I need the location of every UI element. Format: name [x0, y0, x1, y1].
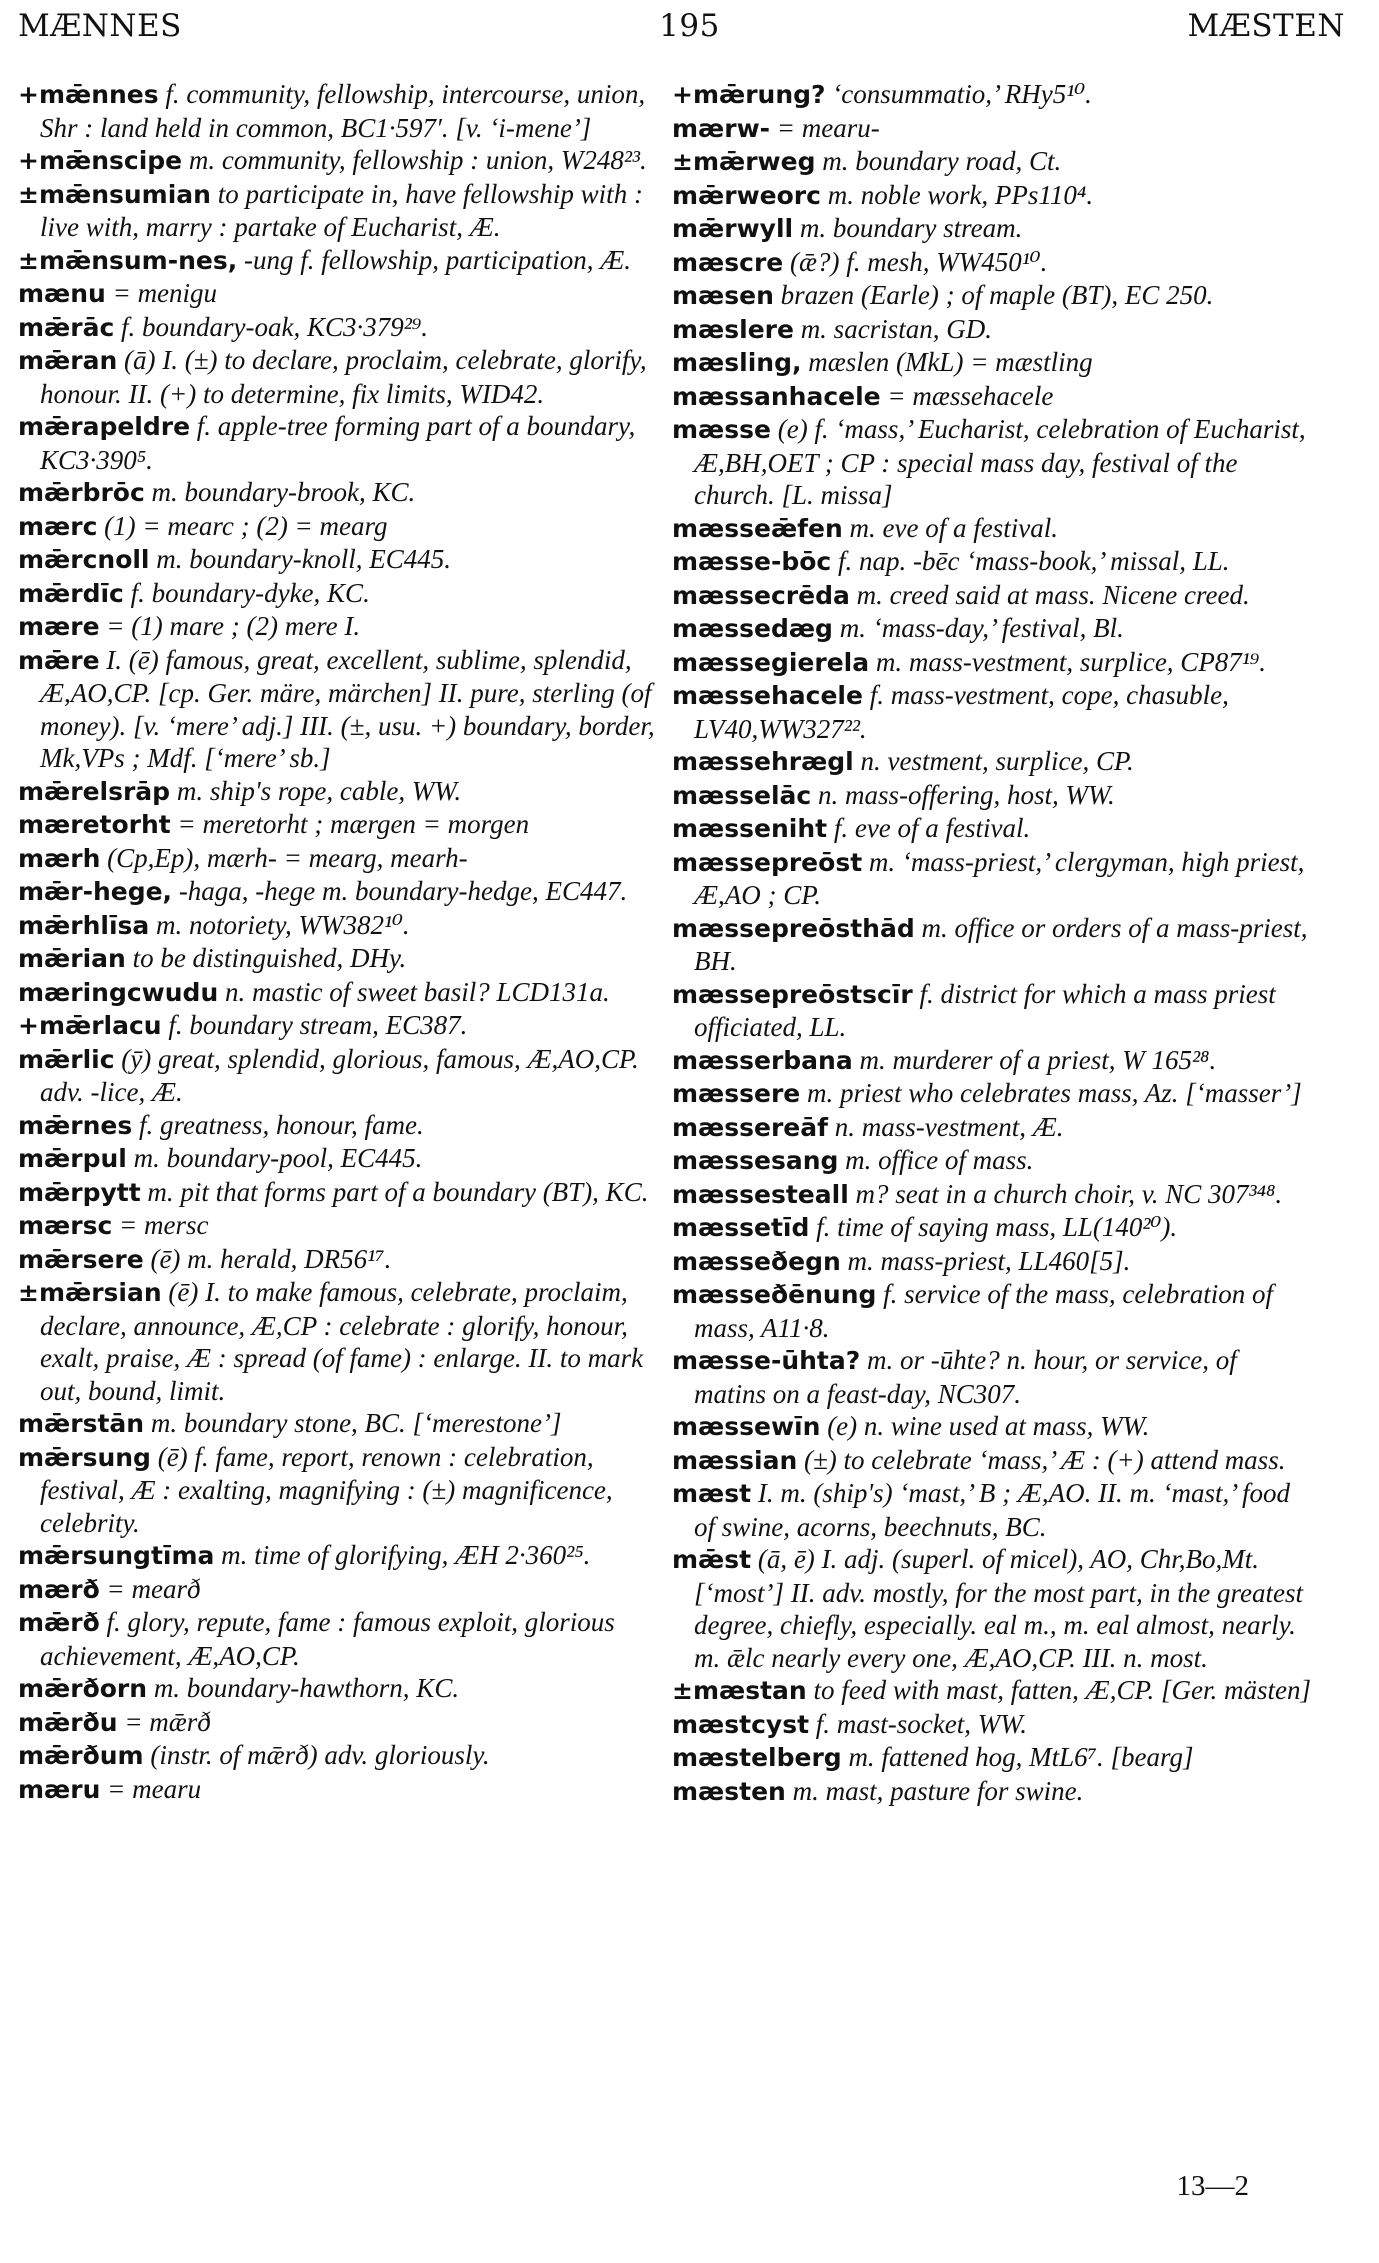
- dictionary-entry: [18, 875, 658, 909]
- headword: mæstelberg: [672, 1743, 842, 1772]
- headword: +mǣnscipe: [18, 146, 183, 175]
- headword: mǣrweorc: [672, 180, 821, 210]
- dictionary-entry: [18, 1773, 658, 1807]
- headword: mæsserbana: [672, 1045, 853, 1075]
- headword: mæssehrægl: [672, 747, 854, 776]
- definition: f. apple-tree forming part of a boundary, KC3·390⁵.: [40, 411, 636, 475]
- headword: mæssedæg: [672, 614, 833, 643]
- dictionary-entry: [672, 1111, 1312, 1145]
- definition: = meretorht ; mærgen = morgen: [170, 809, 530, 839]
- headword: mǣrwyll: [672, 214, 794, 243]
- definition: m? seat in a church choir, v. NC 307³⁴⁸.: [848, 1178, 1283, 1209]
- dictionary-entry: [672, 1410, 1312, 1444]
- headword: mæssanhacele: [672, 381, 881, 411]
- dictionary-entry: [672, 78, 1312, 112]
- definition: (ē) m. herald, DR56¹⁷.: [143, 1243, 392, 1274]
- headword: mæsse-ūhta?: [672, 1346, 861, 1375]
- headword: mǣrhlīsa: [18, 910, 150, 940]
- dictionary-entry: [672, 812, 1312, 846]
- definition: -ung f. fellowship, participation, Æ.: [237, 244, 631, 275]
- definition: m. boundary-brook, KC.: [144, 477, 416, 507]
- definition: (±) to celebrate ‘mass,’ Æ : (+) attend mass.: [797, 1444, 1286, 1475]
- definition: n. mastic of sweet basil? LCD131a.: [218, 976, 610, 1007]
- definition: m. creed said at mass. Nicene creed.: [849, 579, 1250, 610]
- headword: mæssetīd: [672, 1213, 810, 1242]
- definition: m. boundary-hawthorn, KC.: [147, 1673, 460, 1703]
- headword: mǣrāc: [18, 312, 115, 342]
- dictionary-entry: [18, 644, 658, 775]
- dictionary-entry: [18, 410, 658, 476]
- definition: -haga, -hege m. boundary-hedge, EC447.: [172, 876, 628, 906]
- headword: mæsseðēnung: [672, 1280, 877, 1309]
- dictionary-entry: [672, 545, 1312, 579]
- definition: m. mass-vestment, surplice, CP87¹⁹.: [869, 646, 1267, 677]
- dictionary-entry: [672, 779, 1312, 813]
- definition: m. murderer of a priest, W 165²⁸.: [852, 1044, 1217, 1075]
- definition: = mearð: [99, 1573, 201, 1604]
- running-head-right: MÆSTEN: [1187, 8, 1345, 44]
- headword: mæscre: [672, 247, 784, 277]
- headword: mæssepreōstscīr: [672, 979, 913, 1009]
- dictionary-entry: [18, 842, 658, 876]
- running-head-left: MÆNNES: [18, 8, 182, 44]
- headword: mæslere: [672, 314, 794, 344]
- dictionary-entry: [672, 413, 1312, 512]
- headword: mǣrsere: [18, 1244, 144, 1274]
- dictionary-entry: [18, 1739, 658, 1773]
- definition: m. office of mass.: [838, 1145, 1034, 1175]
- headword: mæssepreōsthād: [672, 913, 915, 943]
- headword: +mǣrlacu: [18, 1011, 162, 1040]
- definition: brazen (Earle) ; of maple (BT), EC 250.: [773, 280, 1214, 310]
- headword: mǣrsungtīma: [18, 1541, 215, 1570]
- definition: n. mass-vestment, Æ.: [828, 1111, 1064, 1142]
- dictionary-entry: [672, 1278, 1312, 1344]
- headword: mǣr-hege,: [18, 877, 173, 906]
- definition: = mearu: [100, 1773, 202, 1804]
- definition: f. boundary-oak, KC3·379²⁹.: [114, 311, 428, 342]
- dictionary-entry: [672, 346, 1312, 380]
- dictionary-entry: [672, 1245, 1312, 1279]
- definition: m. or -ūhte? n. hour, or service, of matins on a feast-day, NC307.: [694, 1345, 1237, 1409]
- definition: m. priest who celebrates mass, Az. [‘masser’]: [800, 1078, 1302, 1108]
- definition: m. boundary-knoll, EC445.: [149, 544, 451, 574]
- headword: ±mǣnsum-nes,: [18, 245, 238, 275]
- dictionary-entry: [672, 112, 1312, 146]
- dictionary-entry: [672, 1543, 1312, 1674]
- definition: (e) f. ‘mass,’ Eucharist, celebration of Eucharist, Æ,BH,OET ; CP : special mass day, festival of the church. [L. missa]: [694, 414, 1306, 510]
- definition: to be distinguished, DHy.: [125, 943, 407, 973]
- dictionary-entry: [18, 476, 658, 510]
- headword: mǣrdīc: [18, 578, 124, 608]
- dictionary-entry: [672, 279, 1312, 313]
- definition: I. m. (ship's) ‘mast,’ B ; Æ,AO. II. m. ‘mast,’ food of swine, acorns, beechnuts, BC.: [694, 1478, 1291, 1542]
- definition: (ē) f. fame, report, renown : celebration, festival, Æ : exalting, magnifying : (±) magnificence, celebrity.: [40, 1441, 613, 1538]
- dictionary-entry: [672, 313, 1312, 347]
- signature-mark: 13—2: [1176, 2170, 1249, 2202]
- right-column: [672, 78, 1312, 1808]
- headword: mæssere: [672, 1079, 801, 1108]
- definition: (1) = mearc ; (2) = mearg: [97, 510, 388, 541]
- definition: f. boundary-dyke, KC.: [123, 577, 370, 608]
- definition: I. (ē) famous, great, excellent, sublime, splendid, Æ,AO,CP. [cp. Ger. märe, märchen] II. pure, sterling (of money). [v. ‘mere’ adj.] III. (±, usu. +) boundary, border, Mk,VPs ; Mdf. [‘mere’ sb.]: [40, 644, 655, 773]
- page-number: 195: [659, 8, 720, 44]
- dictionary-entry: [672, 1674, 1312, 1708]
- definition: (ǣ?) f. mesh, WW450¹⁰.: [783, 246, 1048, 277]
- definition: (e) n. wine used at mass, WW.: [820, 1411, 1150, 1441]
- definition: m. eve of a festival.: [842, 512, 1058, 543]
- headword: mæsseðegn: [672, 1246, 841, 1276]
- headword: mǣran: [18, 346, 118, 375]
- definition: (instr. of mǣrð) adv. gloriously.: [143, 1740, 490, 1770]
- headword: mæssereāf: [672, 1112, 828, 1142]
- dictionary-entry: [18, 244, 658, 278]
- definition: = mearu-: [770, 112, 880, 143]
- dictionary-entry: [672, 512, 1312, 546]
- dictionary-entry: [672, 1477, 1312, 1543]
- left-column: [18, 78, 658, 1806]
- dictionary-entry: [18, 510, 658, 544]
- headword: mǣrsung: [18, 1442, 151, 1472]
- definition: m. noble work, PPs110⁴.: [820, 179, 1094, 210]
- headword: +mǣrung?: [672, 80, 826, 109]
- dictionary-entry: [672, 646, 1312, 680]
- headword: mǣrð: [18, 1608, 100, 1637]
- definition: m. notoriety, WW382¹⁰.: [149, 909, 410, 940]
- definition: f. glory, repute, fame : famous exploit, glorious achievement, Æ,AO,CP.: [40, 1607, 615, 1671]
- dictionary-entry: [672, 1741, 1312, 1775]
- definition: f. community, fellowship, intercourse, union, Shr : land held in common, BC1·597′. [v. ‘i-mene’]: [40, 79, 646, 143]
- dictionary-entry: [18, 1176, 658, 1210]
- headword: +mǣnnes: [18, 80, 159, 109]
- headword: ±mǣrsian: [18, 1278, 162, 1307]
- dictionary-entry: [672, 978, 1312, 1044]
- headword: ±mæstan: [672, 1676, 807, 1705]
- dictionary-entry: [672, 212, 1312, 246]
- dictionary-entry: [672, 1044, 1312, 1078]
- dictionary-entry: [18, 1672, 658, 1706]
- headword: mǣrcnoll: [18, 545, 150, 574]
- dictionary-entry: [18, 543, 658, 577]
- definition: m. fattened hog, MtL6⁷. [bearg]: [841, 1742, 1194, 1772]
- definition: (Cp,Ep), mærh- = mearg, mearh-: [100, 842, 468, 873]
- headword: mæssian: [672, 1445, 798, 1475]
- headword: mære: [18, 612, 100, 641]
- headword: mænu: [18, 279, 106, 308]
- headword: mæsen: [672, 281, 774, 310]
- dictionary-entry: [672, 1444, 1312, 1478]
- headword: mǣrðu: [18, 1707, 118, 1737]
- headword: mærsc: [18, 1211, 113, 1240]
- headword: mæssewīn: [672, 1412, 821, 1441]
- definition: = (1) mare ; (2) mere I.: [99, 611, 361, 641]
- headword: mǣrstān: [18, 1409, 145, 1438]
- dictionary-entry: [18, 1407, 658, 1441]
- dictionary-entry: [672, 145, 1312, 179]
- headword: mæsse-bōc: [672, 547, 832, 576]
- headword: mærh: [18, 843, 101, 873]
- headword: mæssecrēda: [672, 580, 850, 610]
- definition: f. time of saying mass, LL(140²⁰).: [809, 1212, 1178, 1242]
- headword: mǣre: [18, 645, 100, 675]
- dictionary-entry: [18, 1209, 658, 1243]
- dictionary-entry: [672, 246, 1312, 280]
- headword: mǣrnes: [18, 1110, 133, 1140]
- dictionary-entry: [672, 912, 1312, 978]
- headword: mæsling,: [672, 348, 802, 377]
- definition: m. boundary stone, BC. [‘merestone’]: [144, 1408, 562, 1438]
- dictionary-entry: [18, 1606, 658, 1672]
- dictionary-entry: [672, 679, 1312, 745]
- definition: m. sacristan, GD.: [793, 313, 992, 344]
- dictionary-entry: [18, 808, 658, 842]
- headword: mǣrelsrāp: [18, 776, 171, 806]
- definition: f. mast-socket, WW.: [809, 1708, 1027, 1739]
- headword: mæsselāc: [672, 780, 812, 810]
- headword: mǣrbrōc: [18, 478, 145, 507]
- definition: m. boundary stream.: [793, 213, 1023, 243]
- dictionary-entry: [18, 577, 658, 611]
- headword: mǣrlic: [18, 1044, 115, 1074]
- dictionary-entry: [18, 344, 658, 410]
- headword: mæsse: [672, 415, 771, 444]
- headword: mæretorht: [18, 810, 171, 839]
- dictionary-entry: [18, 610, 658, 644]
- dictionary-entry: [672, 1211, 1312, 1245]
- definition: (ā, ē) I. adj. (superl. of micel), AO, Chr,Bo,Mt. [‘most’] II. adv. mostly, for the most part, in the greatest degree, chiefly, especially. eal m., m. eal almost, nearly. m. ǣlc nearly every one, Æ,AO,CP. III. n. most.: [694, 1544, 1303, 1673]
- headword: mǣst: [672, 1545, 752, 1574]
- definition: (ȳ) great, splendid, glorious, famous, Æ,AO,CP. adv. -lice, Æ.: [40, 1043, 639, 1107]
- definition: = mersc: [112, 1210, 209, 1240]
- headword: mæsseǣfen: [672, 513, 843, 543]
- dictionary-entry: [672, 1178, 1312, 1212]
- definition: f. boundary stream, EC387.: [161, 1010, 468, 1040]
- definition: (ā) I. (±) to declare, proclaim, celebrate, glorify, honour. II. (+) to determine, fix limits, WID42.: [40, 345, 647, 409]
- definition: f. mass-vestment, cope, chasuble, LV40,WW327²².: [694, 680, 1229, 744]
- headword: mærw-: [672, 113, 771, 143]
- definition: to participate in, have fellowship with : live with, marry : partake of Eucharist, Æ.: [40, 178, 643, 242]
- headword: mæru: [18, 1774, 101, 1804]
- definition: m. boundary road, Ct.: [815, 146, 1062, 176]
- definition: = mæssehacele: [880, 380, 1054, 411]
- definition: m. boundary-pool, EC445.: [126, 1143, 423, 1173]
- dictionary-entry: [18, 178, 658, 244]
- dictionary-entry: [18, 909, 658, 943]
- definition: m. mast, pasture for swine.: [785, 1775, 1084, 1806]
- dictionary-entry: [18, 942, 658, 976]
- headword: mǣrpytt: [18, 1177, 141, 1207]
- definition: f. greatness, honour, fame.: [132, 1109, 424, 1140]
- dictionary-entry: [18, 277, 658, 311]
- dictionary-entry: [18, 1043, 658, 1109]
- dictionary-entry: [18, 775, 658, 809]
- headword: mæssegierela: [672, 647, 870, 677]
- dictionary-entry: [18, 144, 658, 178]
- headword: mærð: [18, 1574, 100, 1604]
- headword: mæringcwudu: [18, 977, 219, 1007]
- dictionary-entry: [18, 1573, 658, 1607]
- definition: m. mass-priest, LL460[5].: [840, 1245, 1131, 1276]
- headword: mæstcyst: [672, 1709, 810, 1739]
- definition: f. eve of a festival.: [827, 813, 1031, 843]
- dictionary-entry: [18, 78, 658, 144]
- definition: n. mass-offering, host, WW.: [811, 779, 1115, 810]
- dictionary-entry: [672, 612, 1312, 646]
- headword: mǣrian: [18, 944, 126, 973]
- dictionary-entry: [18, 1276, 658, 1407]
- headword: mæst: [672, 1479, 752, 1508]
- dictionary-entry: [18, 1109, 658, 1143]
- dictionary-entry: [672, 745, 1312, 779]
- dictionary-entry: [18, 311, 658, 345]
- headword: mæssesteall: [672, 1179, 849, 1209]
- headword: mæssepreōst: [672, 847, 863, 877]
- headword: mæssesang: [672, 1146, 839, 1175]
- dictionary-entry: [672, 380, 1312, 414]
- definition: ‘consummatio,’ RHy5¹⁰.: [825, 79, 1092, 109]
- definition: mæslen (MkL) = mæstling: [801, 347, 1093, 377]
- dictionary-entry: [18, 1539, 658, 1573]
- dictionary-entry: [18, 1706, 658, 1740]
- definition: n. vestment, surplice, CP.: [853, 746, 1134, 776]
- headword: mæsten: [672, 1776, 786, 1806]
- dictionary-entry: [672, 846, 1312, 912]
- definition: m. ship's rope, cable, WW.: [170, 775, 462, 806]
- dictionary-entry: [672, 1344, 1312, 1410]
- definition: f. district for which a mass priest officiated, LL.: [694, 978, 1276, 1042]
- definition: = menigu: [105, 278, 218, 308]
- dictionary-entry: [672, 1708, 1312, 1742]
- dictionary-entry: [18, 976, 658, 1010]
- dictionary-entry: [672, 579, 1312, 613]
- definition: m. community, fellowship : union, W248²³.: [182, 145, 647, 175]
- dictionary-entry: [18, 1142, 658, 1176]
- definition: (ē) I. to make famous, celebrate, proclaim, declare, announce, Æ,CP : celebrate : glorify, honour, exalt, praise, Æ : spread (of fame) : enlarge. II. to mark out, bound, limit.: [40, 1277, 644, 1406]
- dictionary-entry: [18, 1243, 658, 1277]
- definition: f. service of the mass, celebration of mass, A11·8.: [694, 1279, 1274, 1343]
- definition: f. nap. -bēc ‘mass-book,’ missal, LL.: [831, 546, 1230, 576]
- headword: ±mǣnsumian: [18, 179, 211, 209]
- definition: = mǣrð: [117, 1706, 211, 1737]
- definition: m. time of glorifying, ÆH 2·360²⁵.: [214, 1540, 591, 1570]
- headword: mǣrðum: [18, 1741, 144, 1770]
- dictionary-entry: [672, 1775, 1312, 1809]
- headword: mǣrpul: [18, 1144, 127, 1173]
- headword: ±mǣrweg: [672, 147, 816, 176]
- dictionary-entry: [18, 1441, 658, 1540]
- dictionary-entry: [18, 1009, 658, 1043]
- headword: mærc: [18, 511, 98, 541]
- dictionary-entry: [672, 1077, 1312, 1111]
- headword: mæsseniht: [672, 814, 828, 843]
- headword: mǣrðorn: [18, 1674, 148, 1703]
- dictionary-entry: [672, 1144, 1312, 1178]
- definition: m. ‘mass-priest,’ clergyman, high priest, Æ,AO ; CP.: [694, 846, 1305, 910]
- definition: m. office or orders of a mass-priest, BH.: [694, 912, 1308, 976]
- definition: m. ‘mass-day,’ festival, Bl.: [832, 613, 1124, 643]
- headword: mæssehacele: [672, 681, 863, 710]
- dictionary-entry: [672, 179, 1312, 213]
- definition: m. pit that forms part of a boundary (BT), KC.: [140, 1176, 649, 1207]
- definition: to feed with mast, fatten, Æ,CP. [Ger. mästen]: [806, 1675, 1311, 1705]
- headword: mǣrapeldre: [18, 412, 191, 441]
